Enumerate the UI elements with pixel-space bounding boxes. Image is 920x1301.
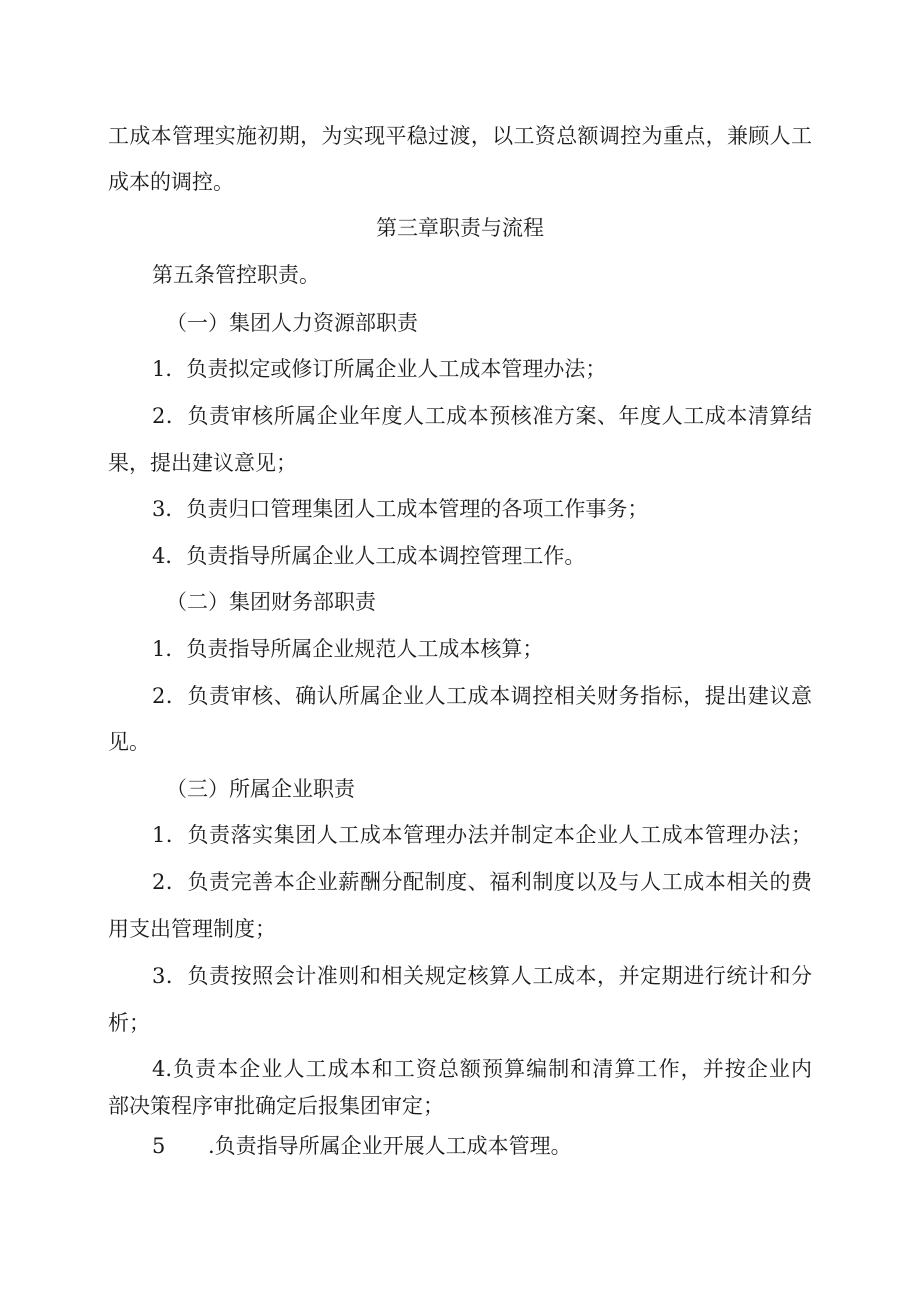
text-line: 1．负责指导所属企业规范人工成本核算； bbox=[152, 637, 544, 661]
list-item bbox=[0, 681, 920, 711]
list-item bbox=[0, 541, 920, 571]
list-item-continuation bbox=[0, 448, 920, 478]
list-item bbox=[0, 494, 920, 524]
text-line: 析； bbox=[108, 1011, 150, 1035]
paragraph-continuation bbox=[0, 121, 920, 151]
list-item-continuation bbox=[0, 727, 920, 757]
text-line: 3．负责按照会计准则和相关规定核算人工成本，并定期进行统计和分 bbox=[152, 964, 812, 988]
section-title: （三）所属企业职责 bbox=[166, 777, 355, 801]
list-item bbox=[0, 401, 920, 431]
list-item bbox=[0, 354, 920, 384]
text-line: 2．负责审核、确认所属企业人工成本调控相关财务指标，提出建议意 bbox=[152, 684, 812, 708]
text-line: 果，提出建议意见； bbox=[108, 451, 297, 475]
text-line: 4．负责指导所属企业人工成本调控管理工作。 bbox=[152, 544, 586, 568]
list-item bbox=[0, 1054, 920, 1084]
text-line: 1．负责落实集团人工成本管理办法并制定本企业人工成本管理办法； bbox=[152, 823, 812, 847]
section-title: （二）集团财务部职责 bbox=[166, 590, 376, 614]
list-item-continuation bbox=[0, 1008, 920, 1038]
text-line: 工成本管理实施初期，为实现平稳过渡，以工资总额调控为重点，兼顾人工 bbox=[108, 124, 812, 148]
list-item bbox=[0, 820, 920, 850]
list-item bbox=[0, 634, 920, 664]
article-title: 第五条管控职责。 bbox=[152, 263, 320, 287]
section-title: （一）集团人力资源部职责 bbox=[166, 311, 418, 335]
list-item-continuation bbox=[0, 1091, 920, 1121]
text-line: 1．负责拟定或修订所属企业人工成本管理办法； bbox=[152, 357, 607, 381]
chapter-heading bbox=[0, 213, 920, 243]
section-heading-finance bbox=[0, 587, 920, 617]
text-line: 2．负责完善本企业薪酬分配制度、福利制度以及与人工成本相关的费 bbox=[152, 870, 812, 894]
text-line: 部决策程序审批确定后报集团审定； bbox=[108, 1094, 444, 1118]
chapter-title: 第三章职责与流程 bbox=[376, 216, 544, 240]
list-number: 5 bbox=[152, 1134, 166, 1158]
text-line: 见。 bbox=[108, 730, 150, 754]
text-line: 4.负责本企业人工成本和工资总额预算编制和清算工作，并按企业内 bbox=[152, 1057, 812, 1081]
section-heading-hr bbox=[0, 308, 920, 338]
text-line: .负责指导所属企业开展人工成本管理。 bbox=[208, 1134, 572, 1158]
text-line: 成本的调控。 bbox=[108, 170, 234, 194]
text-line: 用支出管理制度； bbox=[108, 917, 276, 941]
section-heading-subsidiary bbox=[0, 774, 920, 804]
list-item-continuation bbox=[0, 914, 920, 944]
text-line: 2．负责审核所属企业年度人工成本预核准方案、年度人工成本清算结 bbox=[152, 404, 812, 428]
list-item bbox=[0, 867, 920, 897]
text-line: 3．负责归口管理集团人工成本管理的各项工作事务； bbox=[152, 497, 649, 521]
article-heading bbox=[0, 260, 920, 290]
paragraph-continuation-end bbox=[0, 167, 920, 197]
list-item bbox=[0, 961, 920, 991]
list-item bbox=[0, 1131, 920, 1161]
